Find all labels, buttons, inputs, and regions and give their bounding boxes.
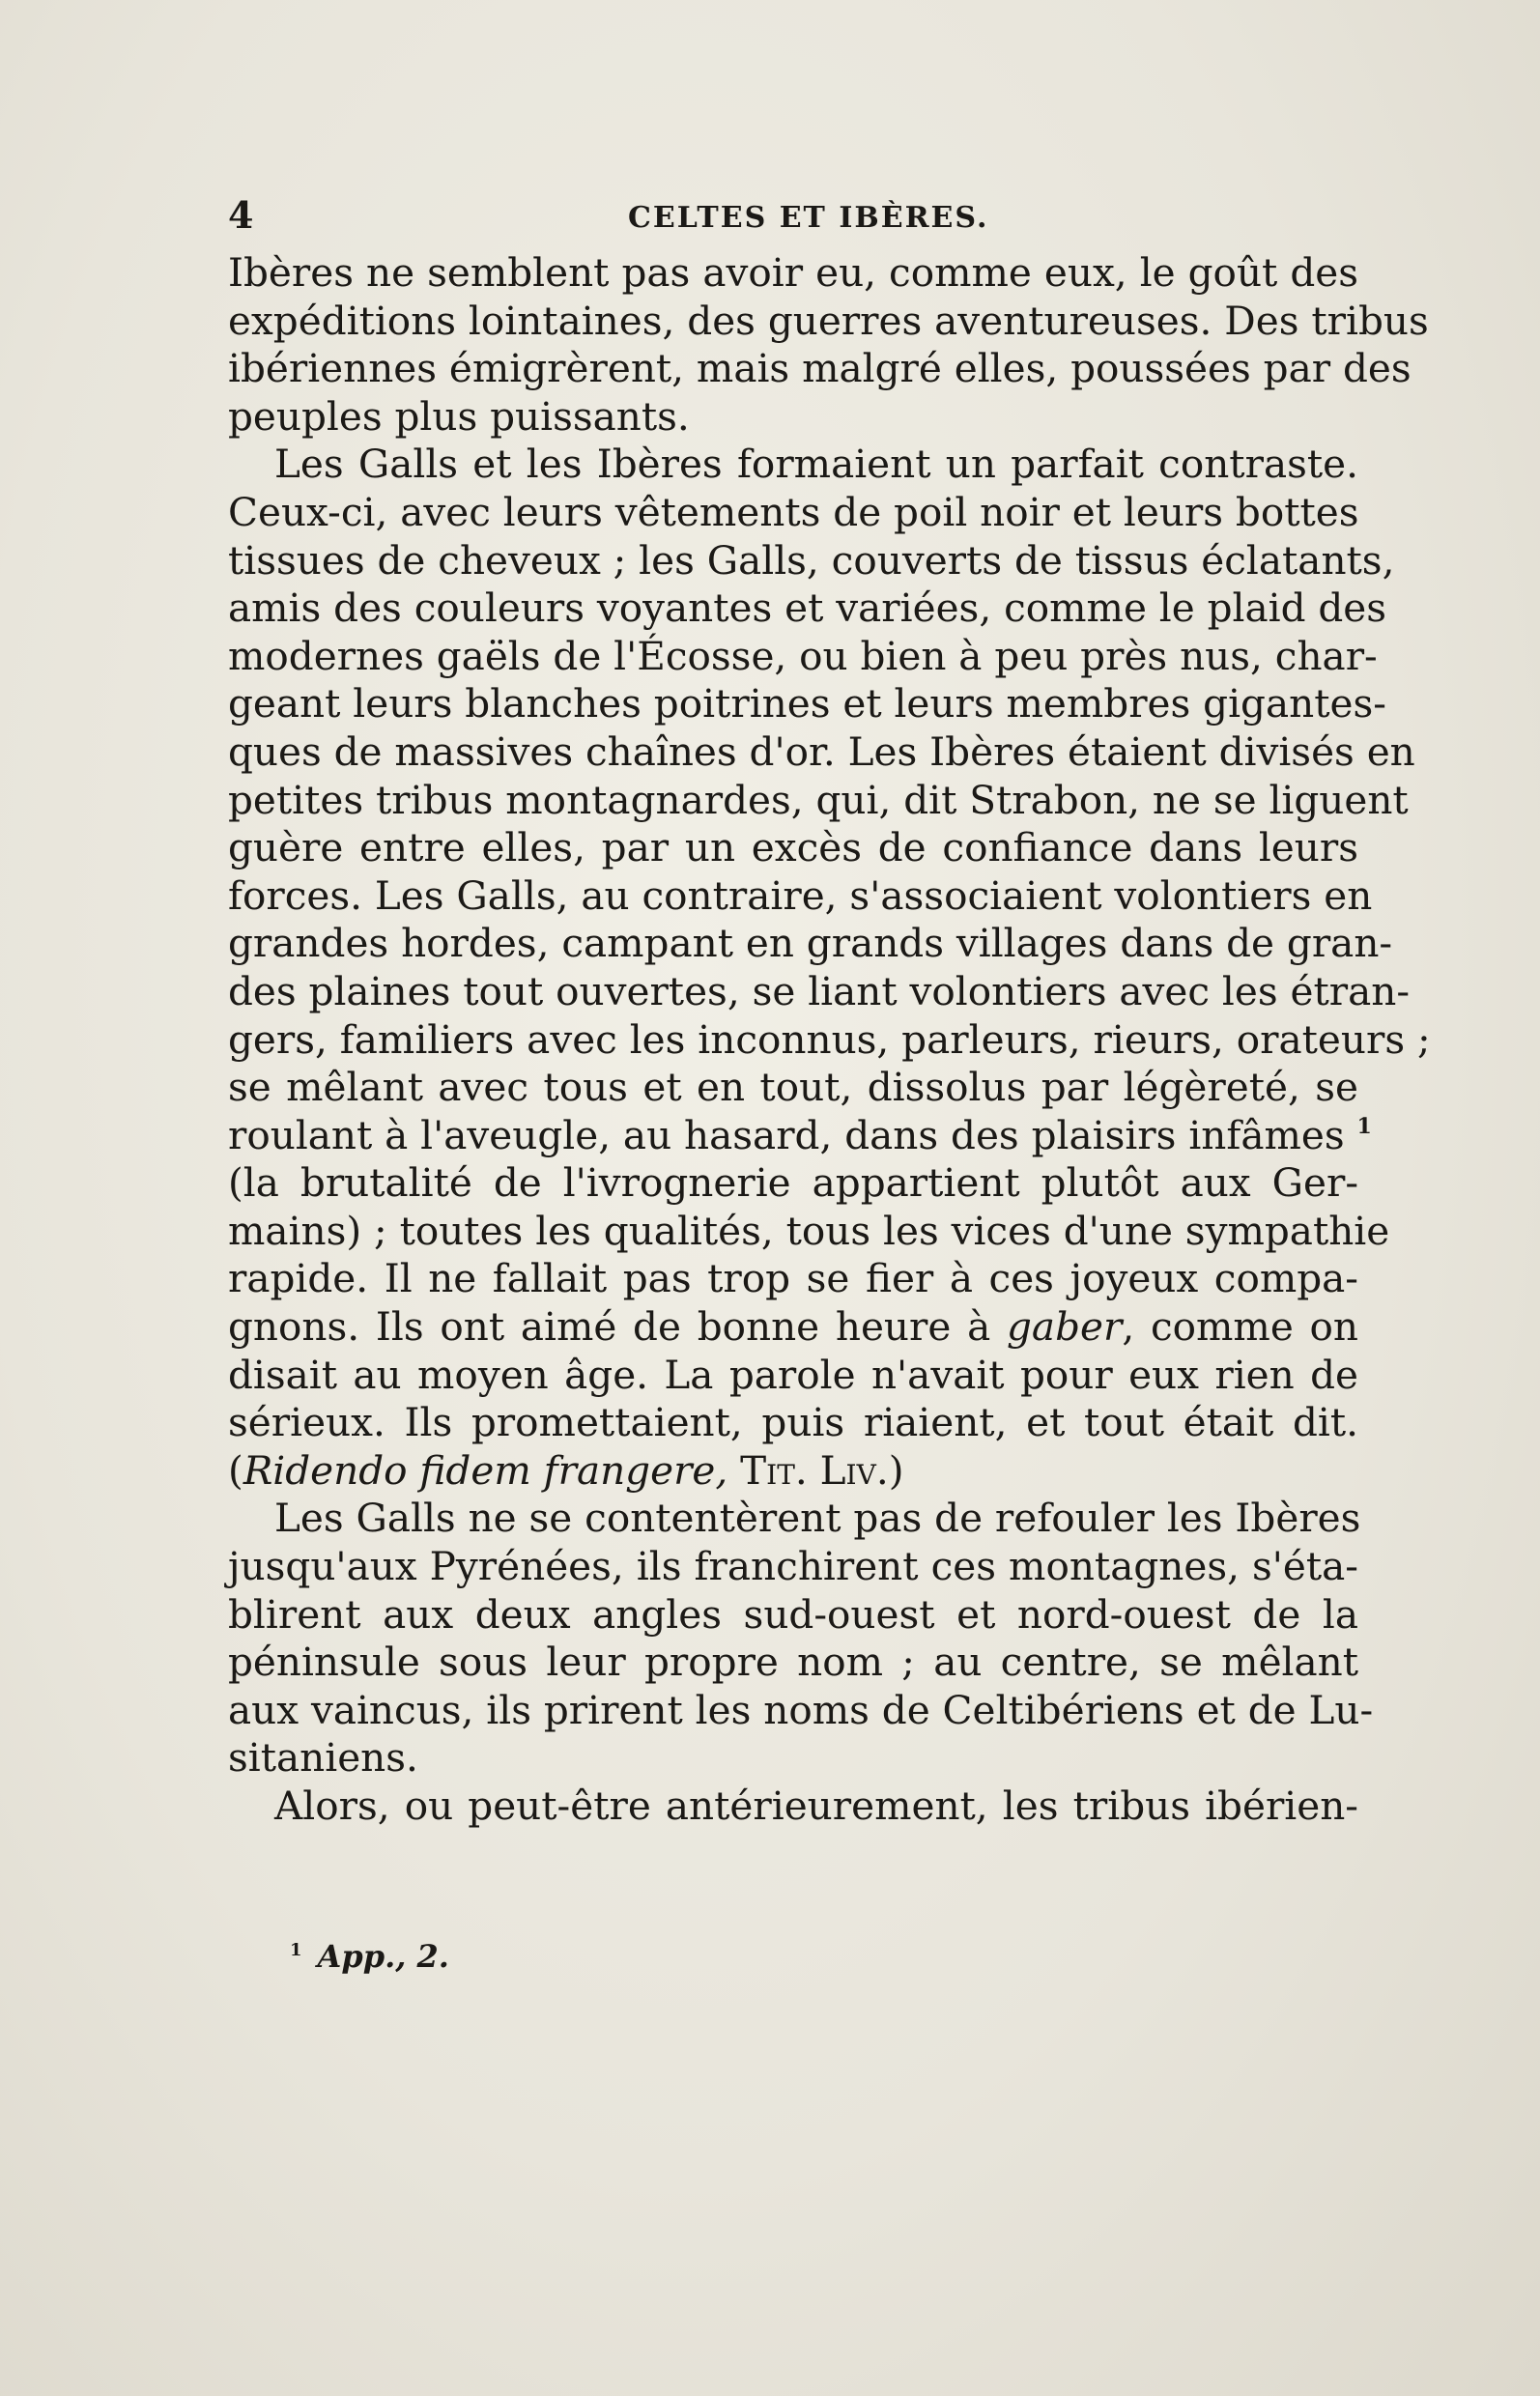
text-line: jusqu'aux Pyrénées, ils franchirent ces montagnes, s'éta- — [228, 1543, 1358, 1590]
text-line: Alors, ou peut-être antérieurement, les tribus ibérien- — [274, 1783, 1358, 1829]
footnote-mark: 1 — [290, 1940, 302, 1960]
text-line: aux vaincus, ils prirent les noms de Celtibériens et de Lu- — [228, 1686, 1374, 1733]
text-segment: roulant à l'aveugle, au hasard, dans des plaisirs infâmes — [228, 1111, 1345, 1158]
paragraph-2 — [228, 441, 1431, 1495]
paragraph-3 — [228, 1495, 1374, 1783]
text-line: expéditions lointaines, des guerres aventureuses. Des tribus — [228, 297, 1429, 344]
citation-italic: Ridendo fidem frangere, — [242, 1446, 728, 1494]
citation-line — [228, 1447, 1358, 1496]
citation-author: Tit. Liv. — [740, 1446, 889, 1494]
text-line: forces. Les Galls, au contraire, s'associaient volontiers en — [228, 871, 1373, 919]
text-line-with-italic — [228, 1303, 1358, 1352]
text-line: blirent aux deux angles sud-ouest et nord-ouest de la — [228, 1590, 1358, 1638]
text-line: des plaines tout ouvertes, se liant volontiers avec les étran- — [228, 967, 1411, 1014]
body-text — [228, 249, 1431, 1831]
text-segment: , comme on — [1122, 1303, 1358, 1351]
italic-word: gaber — [1007, 1303, 1123, 1351]
text-line: Les Galls ne se contentèrent pas de refouler les Ibères — [274, 1495, 1361, 1542]
text-line: modernes gaëls de l'Écosse, ou bien à peu près nus, char- — [228, 632, 1378, 679]
text-line: ibériennes émigrèrent, mais malgré elles, poussées par des — [228, 345, 1412, 392]
text-line-with-footnote — [228, 1111, 1372, 1160]
footnote-reference[interactable]: 1 — [1356, 1113, 1372, 1139]
text-line: petites tribus montagnardes, qui, dit Strabon, ne se liguent — [228, 776, 1409, 823]
text-line: rapide. Il ne fallait pas trop se fier à ces joyeux compa- — [228, 1255, 1358, 1302]
citation-open: ( — [228, 1446, 243, 1494]
text-line: sitaniens. — [228, 1734, 418, 1782]
text-line: guère entre elles, par un excès de confiance dans leurs — [228, 824, 1358, 871]
footnote — [290, 1938, 449, 1975]
text-line: Ceux-ci, avec leurs vêtements de poil noir et leurs bottes — [228, 488, 1359, 535]
footnote-text: App., 2. — [317, 1938, 449, 1975]
text-line: Les Galls et les Ibères formaient un parfait contraste. — [274, 441, 1358, 488]
text-line: ques de massives chaînes d'or. Les Ibères étaient divisés en — [228, 727, 1415, 775]
paragraph-4 — [228, 1783, 1358, 1831]
text-line: geant leurs blanches poitrines et leurs membres gigantes- — [228, 680, 1386, 727]
text-line: grandes hordes, campant en grands villages dans de gran- — [228, 920, 1393, 967]
paragraph-1 — [228, 249, 1429, 441]
text-segment: gnons. Ils ont aimé de bonne heure à — [228, 1303, 991, 1351]
text-line: peuples plus puissants. — [228, 392, 690, 440]
text-line: Ibères ne semblent pas avoir eu, comme eux, le goût des — [228, 249, 1358, 296]
text-line: se mêlant avec tous et en tout, dissolus par légèreté, se — [228, 1064, 1358, 1111]
text-line: sérieux. Ils promettaient, puis riaient, et tout était dit. — [228, 1399, 1358, 1446]
text-line: disait au moyen âge. La parole n'avait pour eux rien de — [228, 1351, 1358, 1398]
page-number: 4 — [228, 193, 254, 237]
text-line: péninsule sous leur propre nom ; au centre, se mêlant — [228, 1639, 1358, 1686]
text-line: mains) ; toutes les qualités, tous les vices d'une sympathie — [228, 1207, 1390, 1254]
text-line: gers, familiers avec les inconnus, parleurs, rieurs, orateurs ; — [228, 1015, 1431, 1063]
citation-close: ) — [888, 1446, 904, 1494]
text-line: (la brutalité de l'ivrognerie appartient plutôt aux Ger- — [228, 1159, 1358, 1207]
text-line: amis des couleurs voyantes et variées, comme le plaid des — [228, 585, 1387, 632]
text-line: tissues de cheveux ; les Galls, couverts de tissus éclatants, — [228, 536, 1395, 584]
running-head: CELTES ET IBÈRES. — [628, 201, 989, 235]
